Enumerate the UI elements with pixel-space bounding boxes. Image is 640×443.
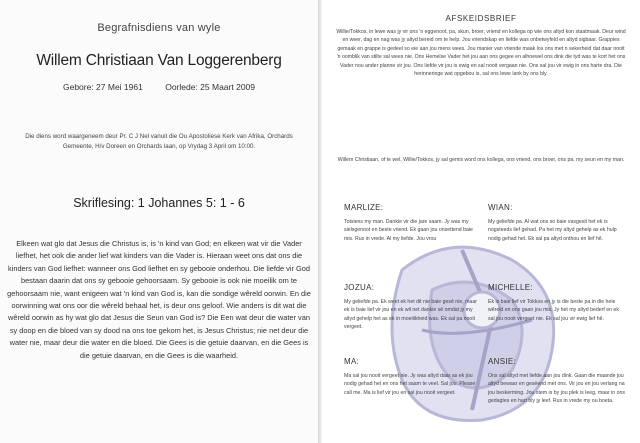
scripture-text: Elkeen wat glo dat Jesus die Christus is, is 'n kind van God; en elkeen wat vir die Vader liefhet, het ook die ander lief wat kinders van die Vader is. Hieraan weet ons dat ons die kinders van God liefhet: wanneer ons God liefhet en sy gebooie onderhou. Die liefde vir God bestaan daarin dat ons sy gebooie gehoorsaam. Sy gebooie is ook nie moeilik om te gehoorsaam nie, want enigeen wat 'n kind van God is, kan die sondige wêreld oorwin. En die oorwinning wat ons oor die wêreld behaal het, is deur ons geloof. Wie anders is dit wat die wêreld oorwin as hy wat glo dat Jesus die Seun van God is? Die Een wat deur die water van sy doop en die bloed van sy dood na ons toe gekom het, is Jesus Christus; nie net deur die water nie, maar deur die water en die bloed. Die Gees is die getuie daarvan, en die Gees is die getuie daarvan, en die Gees is die waarheid.	[7, 239, 311, 360]
message-text: My geliefde pa. Ek weet ek het dit nie baie gesê nie, maar ek is baie lief vir jou en ek wil net dankie sê omdat jy my altyd gehelp het as ek in moeilikheid was. Ek sal pa nooit vergeet.	[344, 299, 477, 330]
message-name: MA:	[344, 357, 360, 366]
message-name: MICHELLE:	[488, 283, 533, 292]
message-text: My geliefde pa. Al wat ons so baie vasgesit het ek is nogsteeds lief gehad. Pa het my altyd gehelp as ek hulp nodig gehad het. Ek sal pa altyd onthou en lief hê.	[488, 219, 617, 242]
service-info: Die diens word waargeneem deur Pr. C J Nel vanuit die Ou Apostoliese Kerk van Afrika, Orchards Gemeente, H/v Doreen en Orchards laan, op Vrydag 3 April om 10:00.	[25, 133, 293, 150]
farewell-sign: Willem Christiaan, of te wel, Willie/Tokkos, jy sal gemis word ons kollega, ons vriend, ons broer, ons pa, my seun en my man.	[337, 157, 625, 163]
message-michelle	[488, 284, 626, 323]
birth-date: Gebore: 27 Mei 1961	[62, 82, 143, 92]
message-text: Ek is baie lief vir Tokkos en jy is die beste pa in die hele wêreld en ons gaan jou mis. Jy het my altyd bederf en ek sal jou nooit vergeet nie. Ek sal jou vir ewig lief hê.	[488, 299, 619, 322]
message-name: JOZUA:	[344, 283, 375, 292]
message-text: Ons sal altyd met liefde aan jou dink. Gaan die maande jou altyd bewaar en gesëend met ons. Vir jou en jou verlang na jou beskerming. Jou stem is by jou plek is leeg, maar in ons gedagtes en hart bly jy leef. Rus in vrede my ou boeta.	[488, 373, 625, 404]
message-name: ANSIE:	[488, 357, 517, 366]
message-marlize	[344, 204, 480, 243]
message-name: WIAN:	[488, 203, 513, 212]
message-wian	[488, 204, 626, 243]
death-date: Oorlede: 25 Maart 2009	[165, 82, 255, 92]
service-title: Begrafnisdiens van wyle	[97, 22, 221, 34]
deceased-name: Willem Christiaan Van Loggerenberg	[36, 52, 282, 69]
reading-title: Skriflesing: 1 Johannes 5: 1 - 6	[73, 196, 245, 210]
farewell-title: AFSKEIDSBRIEF	[445, 14, 517, 23]
farewell-text: Willie/Tokkos, in lewe was jy vir ons 'n eggenoot, pa, skun, broer, vriend en kollega op wie ons altyd kon staatmaak. Deur wind en weer, dag en nag was jy altyd bereid om te help. Jou vriendskap en liefde was onbetwyfeld en altyd sigbaar. Grappies gemaak en grappe is gedeel so eie aan jou mens wees. Jou manier van vriende maak los ons met n sekerheid dat daar nooit 'n oomblik van stilte sal wees nie. Ons Hemelse Vader het jou aan ons gegee en alhoewel ons dink die tyd was te kort het ons Vader nou ander planne vir jou. Ons liefde vir jou is ewig en sal nooit vergaan nie. Ons sal jou vir ewig in ons harte dra. Die herinneringe wat opgebou is, sal ons lewe lank by ons bly.	[336, 29, 626, 78]
life-dates	[0, 82, 318, 92]
message-text: Ma sal jou nooit vergeet nie. Jy was altyd daar as ek jou nodig gehad het en ons het saam te veel. Sal jou. Please call me. Ma is lief vir jou en sal jou nooit vergeet.	[344, 373, 476, 396]
message-name: MARLIZE:	[344, 203, 384, 212]
message-ma	[344, 358, 480, 397]
message-jozua	[344, 284, 480, 331]
right-page	[322, 0, 640, 443]
message-ansie	[488, 358, 626, 405]
left-page	[0, 0, 318, 443]
message-text: Totsiens my man. Dankie vir die jare saam. Jy was my sielsgenoot en beste vriend. Ek gaan jou onsettend baie mis. Rus in vrede. Al my liefde. Jou vrou	[344, 219, 473, 242]
